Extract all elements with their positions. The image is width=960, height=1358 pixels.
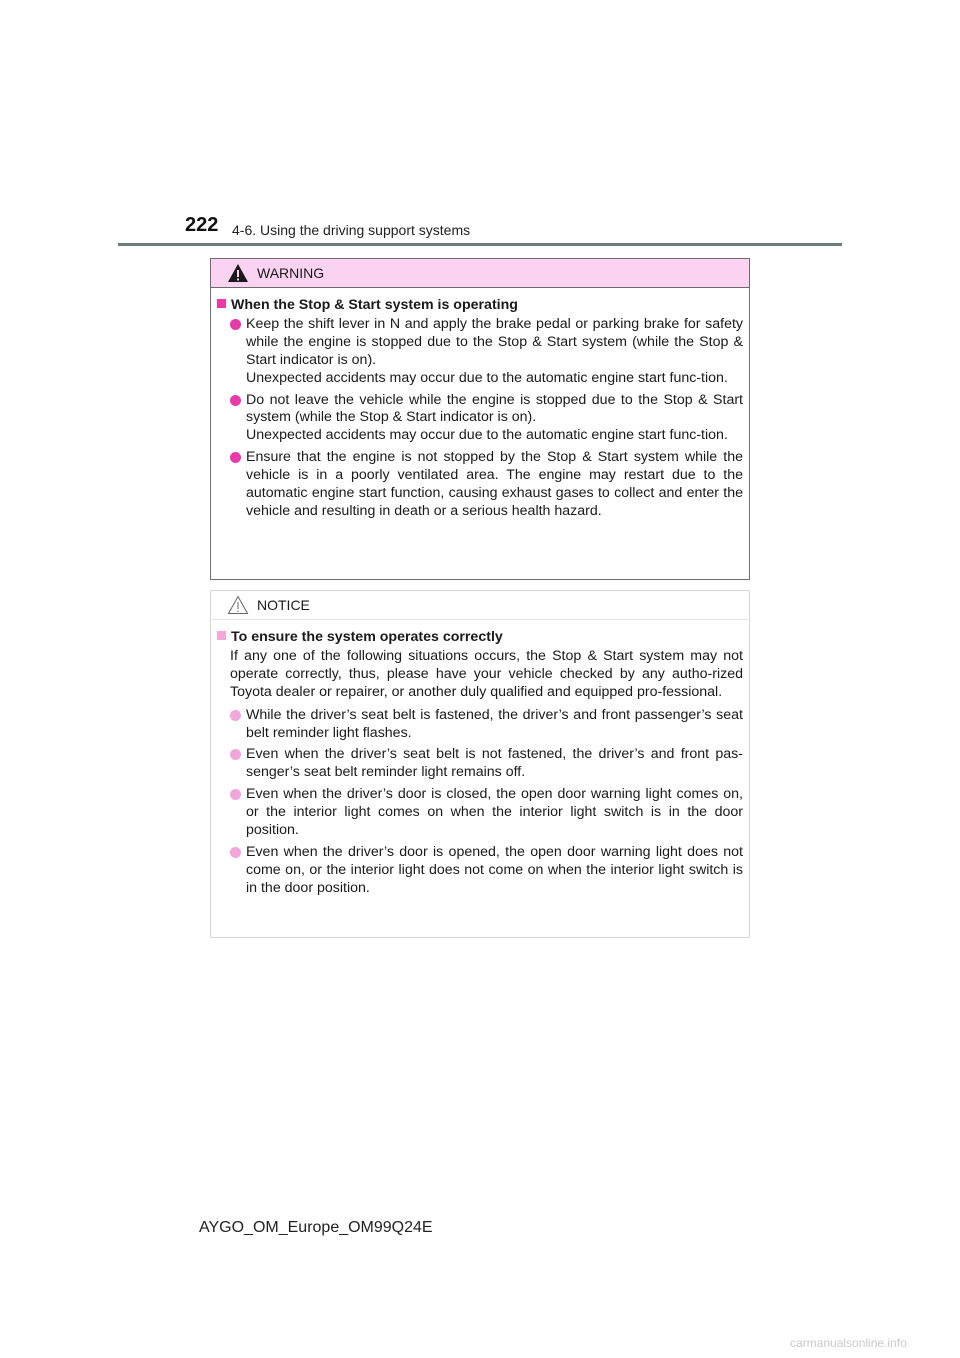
bullet-text: Do not leave the vehicle while the engine is stopped due to the Stop & Start system (while the Stop & Start indicator is on). — [246, 391, 743, 426]
warning-triangle-icon — [227, 263, 249, 283]
document-code: AYGO_OM_Europe_OM99Q24E — [199, 1219, 433, 1236]
list-item — [217, 844, 743, 898]
page-number: 222 — [185, 214, 219, 236]
notice-header — [211, 591, 749, 620]
square-bullet-icon — [217, 631, 226, 640]
circle-bullet-icon — [230, 749, 241, 760]
bullet-text: Unexpected accidents may occur due to the automatic engine start func-tion. — [246, 427, 728, 444]
list-item — [217, 707, 743, 743]
notice-heading — [217, 629, 743, 647]
notice-body — [211, 620, 749, 898]
bullet-text: Unexpected accidents may occur due to the automatic engine start func-tion. — [246, 369, 728, 386]
list-item — [217, 786, 743, 840]
warning-header — [211, 259, 749, 288]
warning-heading-text: When the Stop & Start system is operating — [231, 297, 518, 313]
list-item — [217, 746, 743, 782]
notice-intro: If any one of the following situations occurs, the Stop & Start system may not operate correctly, thus, please have your vehicle checked by any autho-rized Toyota dealer or repairer, or another duly qualified and equipped pro-fessional. — [230, 647, 743, 700]
list-item — [217, 449, 743, 521]
bullet-text: Keep the shift lever in N and apply the brake pedal or parking brake for safety while the engine is stopped due to the Stop & Start system (while the Stop & Start indicator is on). — [246, 315, 743, 368]
circle-bullet-icon — [230, 847, 241, 858]
header-rule — [118, 243, 842, 246]
bullet-text: While the driver’s seat belt is fastened, the driver’s and front passenger’s seat belt reminder light flashes. — [246, 706, 743, 741]
bullet-text: Even when the driver’s seat belt is not fastened, the driver’s and front pas-senger’s seat belt reminder light remains off. — [246, 746, 743, 781]
square-bullet-icon — [217, 299, 226, 308]
circle-bullet-icon — [230, 395, 241, 406]
warning-body — [211, 288, 749, 521]
warning-heading — [217, 297, 743, 315]
warning-label: WARNING — [257, 265, 325, 281]
list-item — [217, 392, 743, 446]
bullet-text: Ensure that the engine is not stopped by the Stop & Start system while the vehicle is in a poorly ventilated area. The engine may restart due to the automatic engine start function, causing exhaust gases to collect and enter the vehicle and resulting in death or a serious health hazard. — [246, 449, 743, 519]
circle-bullet-icon — [230, 319, 241, 330]
circle-bullet-icon — [230, 452, 241, 463]
circle-bullet-icon — [230, 789, 241, 800]
watermark: carmanualsonline.info — [790, 1336, 907, 1350]
notice-box — [210, 590, 750, 938]
circle-bullet-icon — [230, 710, 241, 721]
list-item — [217, 316, 743, 388]
notice-heading-text: To ensure the system operates correctly — [231, 629, 503, 645]
warning-box — [210, 258, 750, 580]
notice-label: NOTICE — [257, 597, 310, 613]
bullet-text: Even when the driver’s door is opened, the open door warning light does not come on, or the interior light does not come on when the interior light switch is in the door position. — [246, 843, 743, 896]
section-title: 4-6. Using the driving support systems — [232, 222, 471, 238]
bullet-text: Even when the driver’s door is closed, the open door warning light comes on, or the interior light comes on when the interior light switch is in the door position. — [246, 786, 743, 839]
notice-triangle-icon — [227, 595, 249, 615]
